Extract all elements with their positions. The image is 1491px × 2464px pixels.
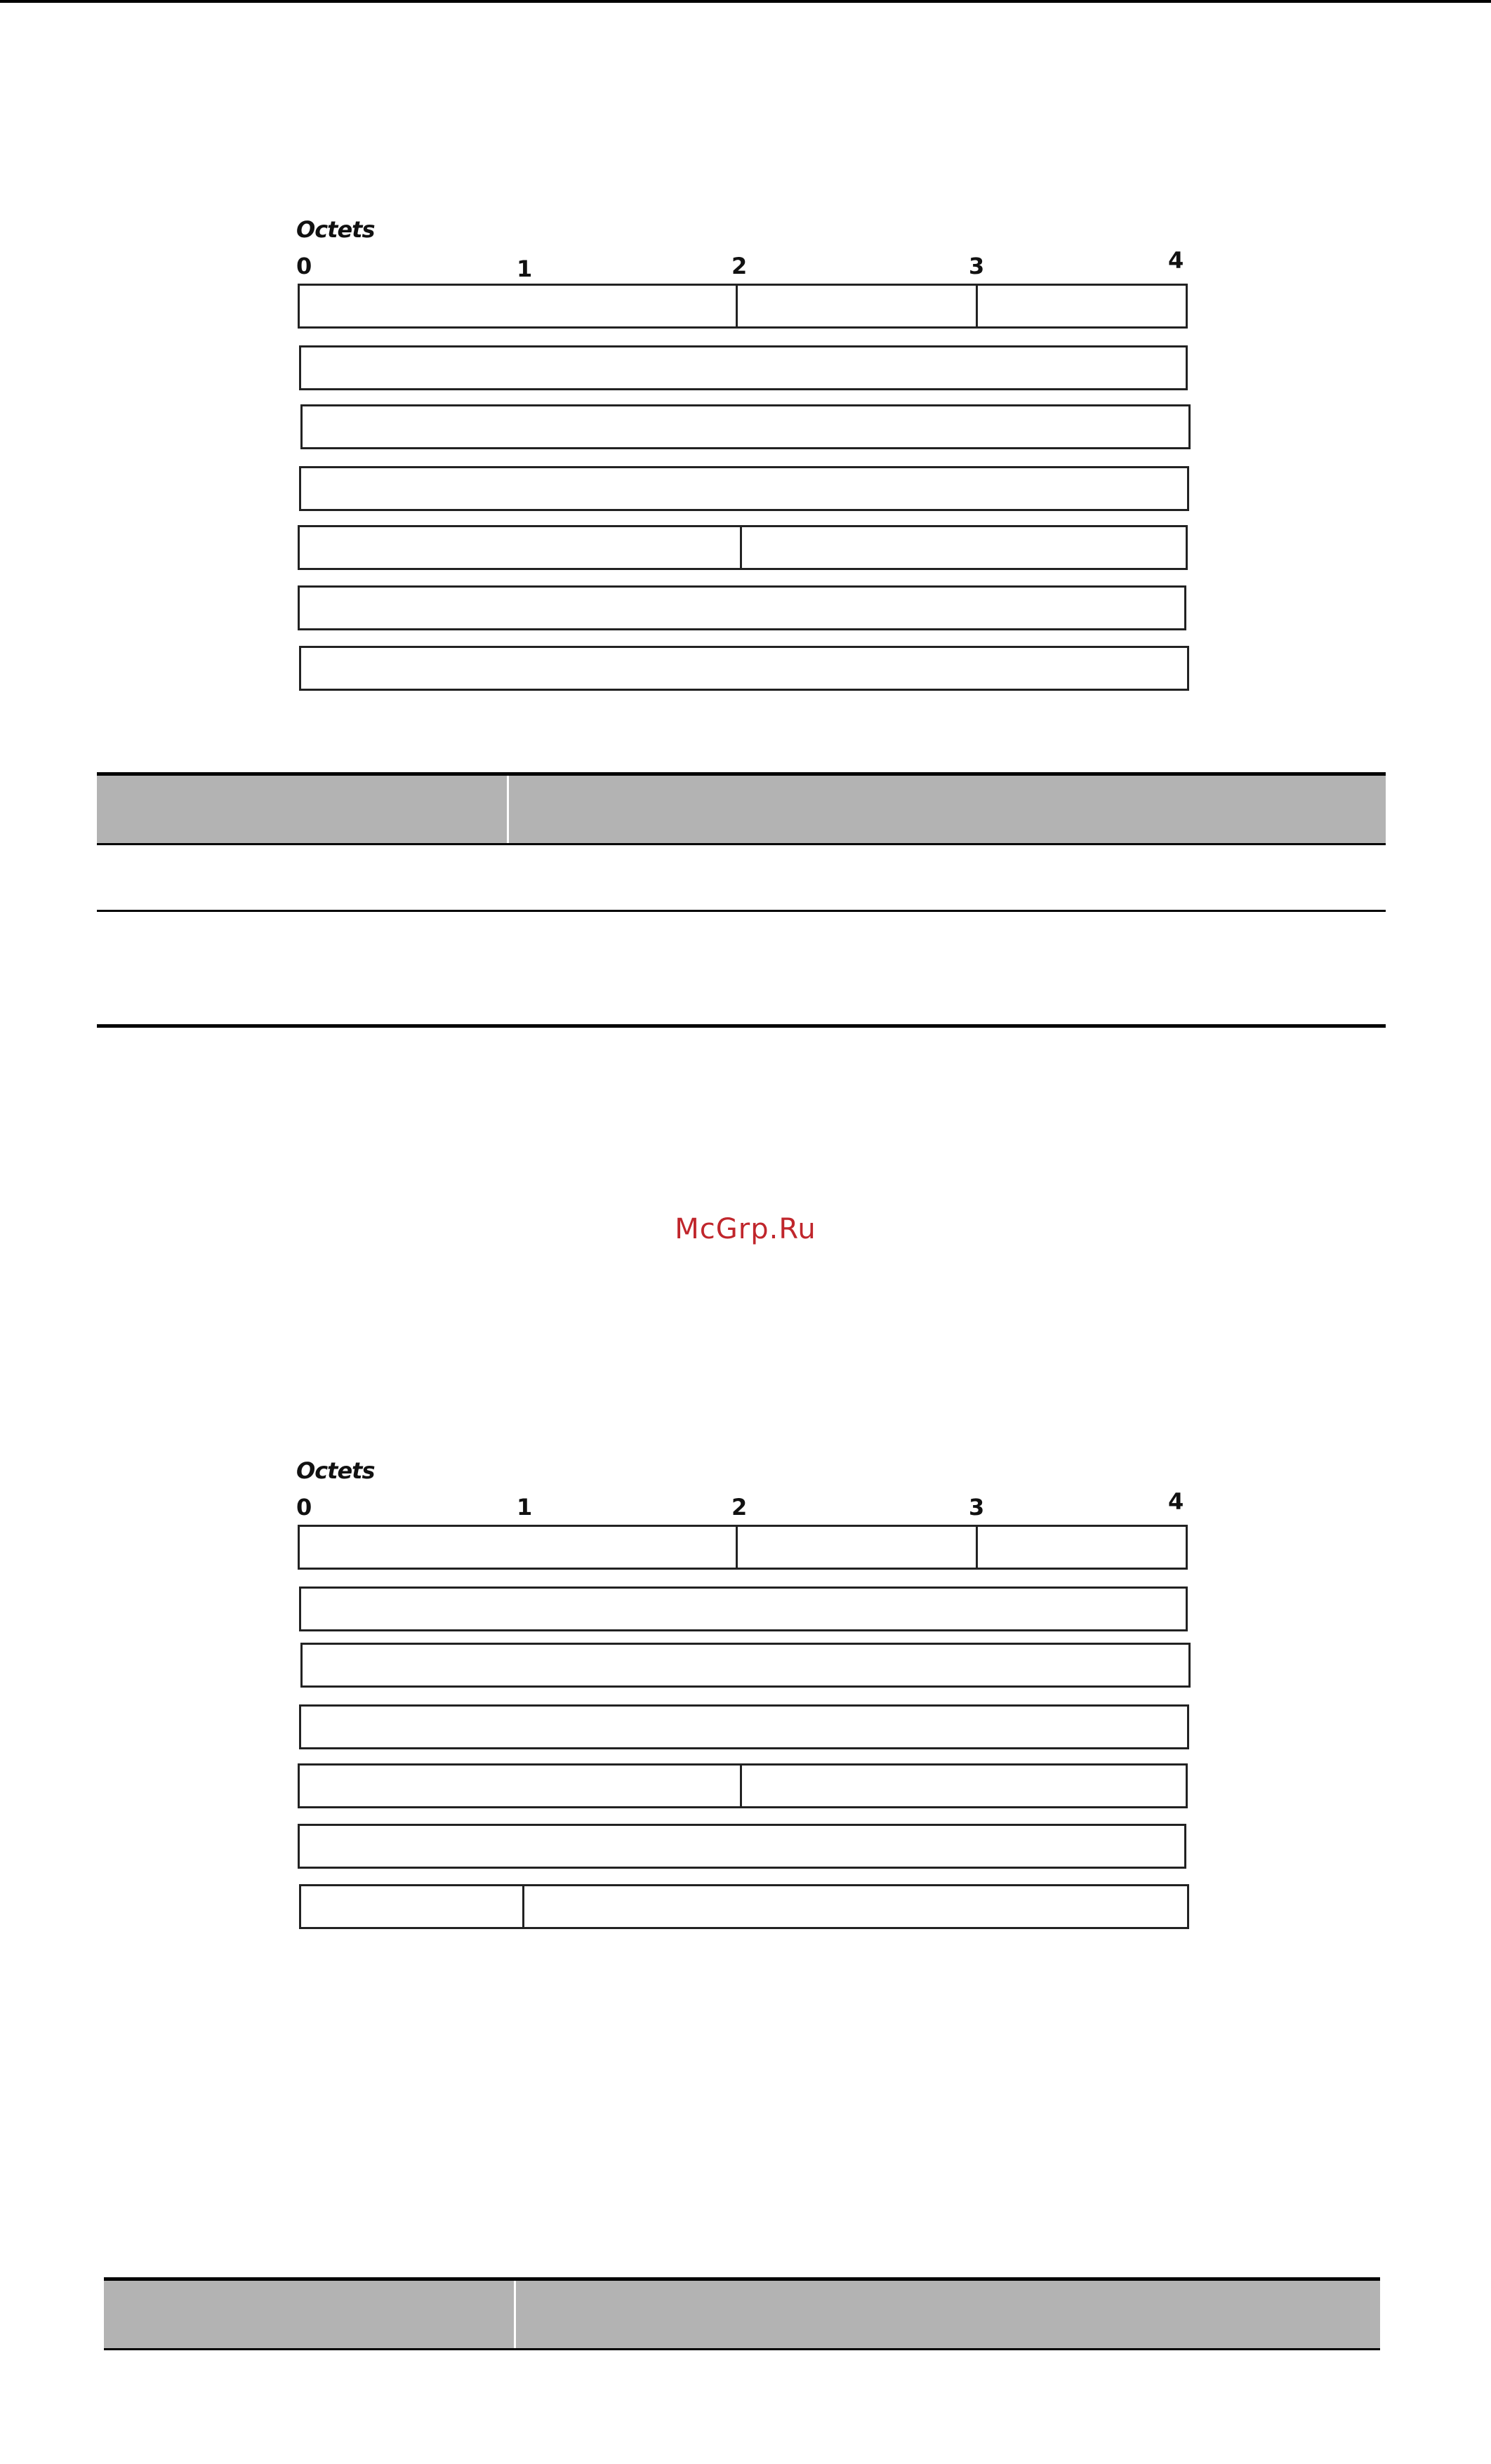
diagram-row <box>300 404 1191 449</box>
table-bottom-rule <box>97 1024 1386 1028</box>
field-box <box>298 585 1186 630</box>
diagram-row <box>299 1704 1189 1749</box>
field-box <box>300 404 1191 449</box>
field-box <box>299 1587 1188 1631</box>
tick-4: 4 <box>1168 1488 1184 1515</box>
field-box <box>740 525 1188 570</box>
diagram-row <box>298 525 1188 570</box>
field-box <box>299 345 1188 390</box>
field-box <box>299 1884 522 1929</box>
tick-1: 1 <box>517 1494 533 1521</box>
table-header <box>97 776 1386 843</box>
octets-label: Octets <box>296 216 375 243</box>
diagram-row <box>299 466 1189 511</box>
diagram-row <box>298 585 1188 630</box>
tick-2: 2 <box>731 1494 748 1521</box>
table-row <box>97 912 1386 1024</box>
header-cell <box>516 2281 1380 2348</box>
tick-0: 0 <box>296 253 312 279</box>
tick-1: 1 <box>517 256 533 282</box>
packet-diagram-2 <box>0 1457 1491 1942</box>
field-box <box>298 1525 736 1570</box>
watermark: McGrp.Ru <box>675 1213 816 1245</box>
tick-0: 0 <box>296 1494 312 1521</box>
table-header <box>104 2281 1380 2348</box>
diagram-row <box>299 646 1189 691</box>
field-box <box>298 1763 740 1808</box>
diagram-row <box>298 1824 1188 1869</box>
tick-4: 4 <box>1168 247 1184 274</box>
field-box <box>740 1763 1188 1808</box>
field-box <box>522 1884 1190 1929</box>
tick-3: 3 <box>969 1494 985 1521</box>
field-box <box>298 525 740 570</box>
table-row <box>97 845 1386 910</box>
field-box <box>298 284 736 329</box>
octets-label: Octets <box>296 1457 375 1484</box>
diagram-row <box>298 1763 1188 1808</box>
top-rule <box>0 0 1491 3</box>
header-cell <box>97 776 509 843</box>
diagram-row <box>299 1884 1189 1929</box>
packet-diagram-1 <box>0 216 1491 701</box>
tick-3: 3 <box>969 253 985 279</box>
diagram-row <box>299 345 1189 390</box>
field-table-2 <box>104 2277 1380 2463</box>
field-box <box>299 646 1189 691</box>
field-box <box>298 1824 1186 1869</box>
field-table-1 <box>97 772 1386 1028</box>
field-box <box>976 1525 1188 1570</box>
header-cell <box>509 776 1386 843</box>
diagram-row <box>298 284 1188 329</box>
field-box <box>976 284 1188 329</box>
field-box <box>300 1643 1191 1688</box>
field-box <box>736 284 976 329</box>
field-box <box>299 466 1189 511</box>
tick-2: 2 <box>731 253 748 279</box>
field-box <box>299 1704 1189 1749</box>
table-row <box>104 2350 1380 2463</box>
diagram-row <box>299 1587 1189 1631</box>
diagram-row <box>300 1643 1191 1688</box>
field-box <box>736 1525 976 1570</box>
diagram-row <box>298 1525 1188 1570</box>
header-cell <box>104 2281 516 2348</box>
